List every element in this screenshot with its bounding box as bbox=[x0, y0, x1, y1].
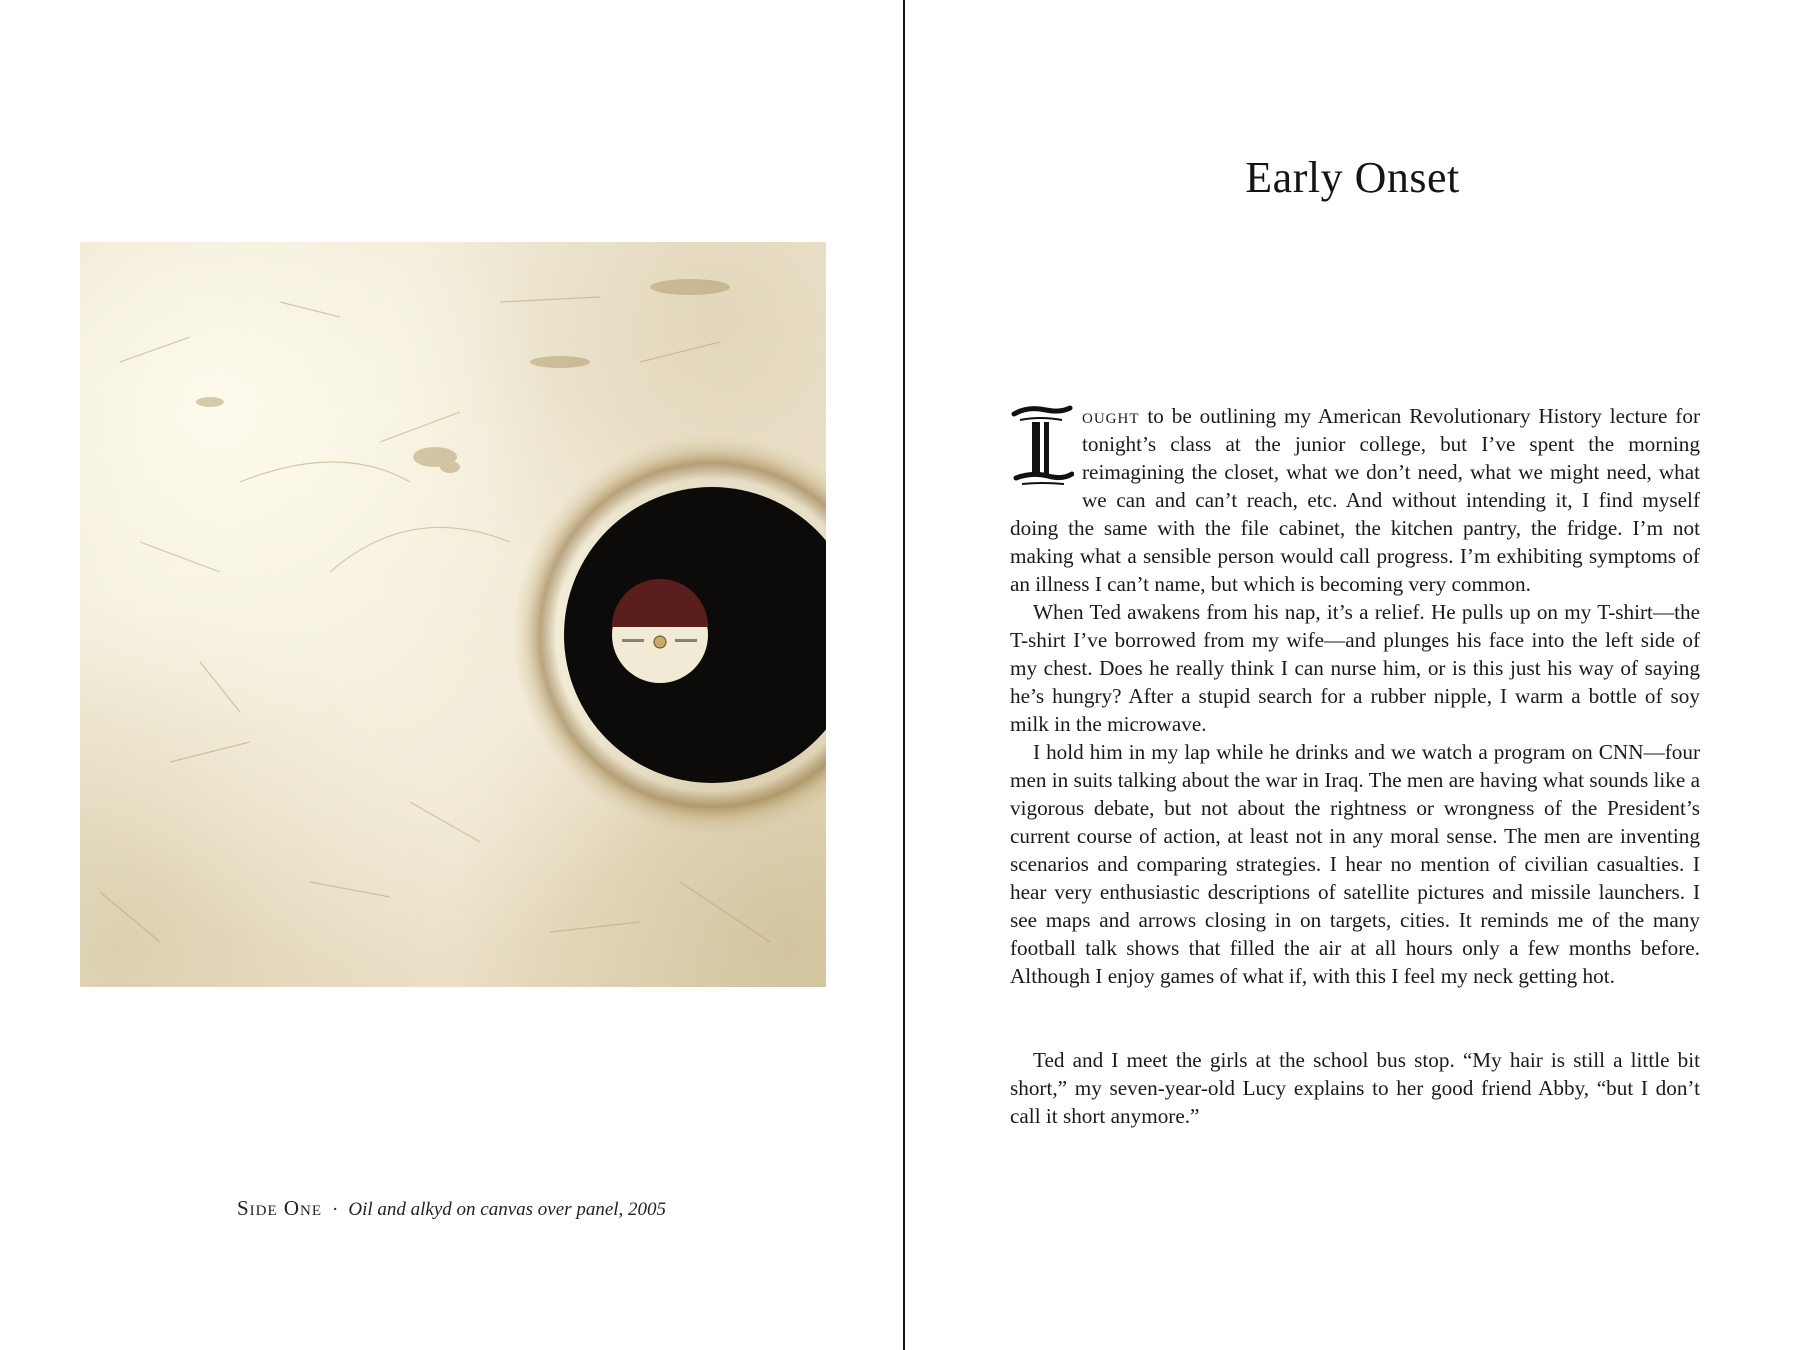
drop-cap bbox=[1010, 404, 1074, 490]
paragraph-4: Ted and I meet the girls at the school bus stop. “My hair is still a little bit short,” my seven-year-old Lucy explains to her good friend Abby, “but I don’t call it short anymore.” bbox=[1010, 1048, 1700, 1128]
drop-cap-i-glyph bbox=[1010, 404, 1074, 490]
chapter-body bbox=[1010, 402, 1700, 1130]
painting-side-one bbox=[80, 242, 826, 987]
caption-title: Side One bbox=[236, 1196, 323, 1220]
painting-artwork bbox=[80, 242, 826, 987]
record-label bbox=[612, 579, 708, 683]
chapter-title: Early Onset bbox=[1245, 153, 1460, 202]
lead-word: ought bbox=[1082, 404, 1140, 428]
caption-medium: Oil and alkyd on canvas over panel, 2005 bbox=[348, 1199, 667, 1220]
paragraph-1-text: to be outlining my American Revolutionary History lecture for tonight’s class at the junior college, but I’ve spent the morning reimagining the closet, what we don’t need, what we might need, what we can and can’t reach, etc. And without intending it, I find myself doing the same with the file cabinet, the kitchen pantry, the fridge. I’m not making what a sensible person would call progress. I’m exhibiting symptoms of an illness I can’t name, but which is becoming very common. bbox=[1010, 404, 1700, 596]
paragraph-1 bbox=[1010, 402, 1700, 598]
caption-separator: · bbox=[332, 1199, 339, 1220]
right-page bbox=[905, 0, 1800, 1350]
painting-caption bbox=[0, 1196, 903, 1221]
paragraph-3: I hold him in my lap while he drinks and we watch a program on CNN—four men in suits talking about the war in Iraq. The men are having what sounds like a vigorous debate, but not about the rightness or wrongness of the President’s current course of action, at least not in any moral sense. The men are inventing scenarios and comparing strategies. I hear no mention of civilian casualties. I hear very enthusiastic descriptions of satellite pictures and missile launchers. I see maps and arrows closing in on targets, cities. It reminds me of the many football talk shows that filled the air at all hours only a few months before. Although I enjoy games of what if, with this I feel my neck getting hot. bbox=[1010, 740, 1700, 988]
section-break bbox=[1010, 990, 1700, 1046]
paragraph-2: When Ted awakens from his nap, it’s a relief. He pulls up on my T-shirt—the T-shirt I’ve borrowed from my wife—and plunges his face into the left side of my chest. Does he really think I can nurse him, or is this just his way of saying he’s hungry? After a stupid search for a rubber nipple, I warm a bottle of soy milk in the microwave. bbox=[1010, 600, 1700, 736]
